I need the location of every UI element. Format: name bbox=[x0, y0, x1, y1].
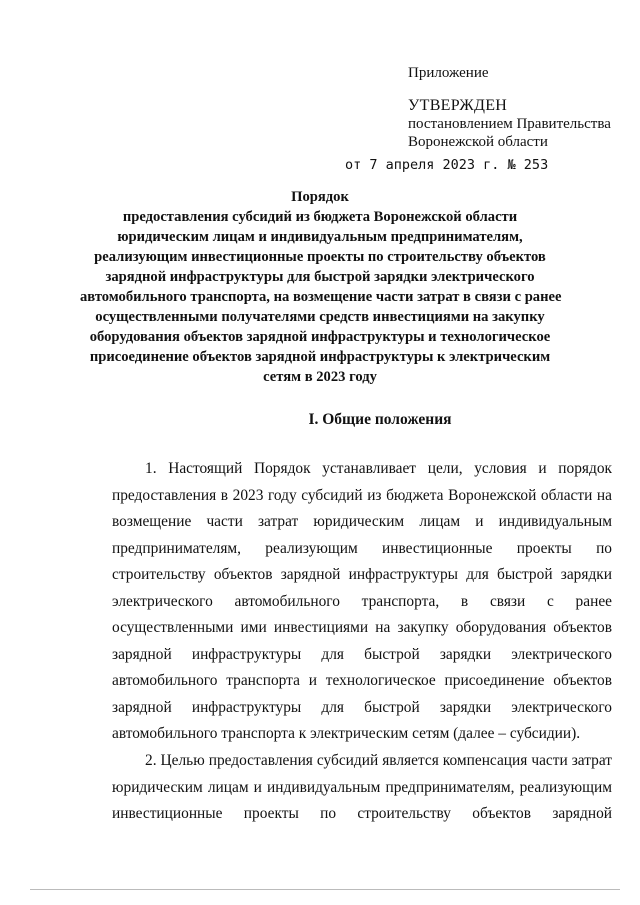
approved-title: УТВЕРЖДЕН bbox=[408, 97, 508, 114]
paragraph-2 bbox=[112, 748, 612, 828]
paragraph-line: 2. Целью предоставления субсидий является компенсация части затрат bbox=[145, 752, 612, 769]
approved-line: постановлением Правительства bbox=[408, 116, 611, 132]
paragraph-line: электрического автомобильного транспорта, в связи с ранее bbox=[112, 592, 612, 610]
paragraph-line: строительству объектов зарядной инфраструктуры для быстрой зарядки bbox=[112, 566, 612, 583]
title-line: юридическим лицам и индивидуальным предпринимателям, bbox=[117, 229, 523, 245]
approved-line: Воронежской области bbox=[408, 134, 548, 150]
title-line: сетям в 2023 году bbox=[263, 369, 377, 385]
title-heading: Порядок bbox=[291, 189, 349, 205]
title-line: зарядной инфраструктуры для быстрой зарядки электрического bbox=[105, 269, 535, 285]
title-line: предоставления субсидий из бюджета Воронежской области bbox=[122, 209, 518, 225]
paragraph-line: автомобильного транспорта и технологическое присоединение объектов bbox=[112, 672, 612, 689]
paragraph-1 bbox=[112, 456, 612, 748]
paragraph-line: предпринимателям, реализующим инвестиционные проекты по bbox=[112, 539, 612, 557]
paragraph-line: 1. Настоящий Порядок устанавливает цели, условия и порядок bbox=[145, 460, 612, 477]
section-title: I. Общие положения bbox=[308, 411, 452, 428]
page-bottom-rule bbox=[30, 889, 620, 890]
paragraph-line: юридическим лицам и индивидуальным предпринимателям, реализующим bbox=[112, 778, 612, 796]
paragraph-line: автомобильного транспорта к электрическим сетям (далее – субсидии). bbox=[112, 725, 581, 742]
title-line: автомобильного транспорта, на возмещение части затрат в связи с ранее bbox=[80, 289, 562, 305]
title-line: присоединение объектов зарядной инфраструктуры к электрическим bbox=[89, 349, 551, 365]
paragraph-line: предоставления в 2023 году субсидий из бюджета Воронежской области на bbox=[112, 486, 612, 504]
appendix-label: Приложение bbox=[408, 65, 489, 81]
title-line: осуществленными получателями средств инвестициями на закупку bbox=[95, 309, 545, 325]
title-line: реализующим инвестиционные проекты по строительству объектов bbox=[94, 249, 546, 265]
title-line: оборудования объектов зарядной инфраструктуры и технологическое bbox=[89, 329, 551, 345]
paragraph-line: зарядной инфраструктуры для быстрой зарядки электрического bbox=[112, 698, 612, 716]
approval-date: от 7 апреля 2023 г. № 253 bbox=[345, 157, 549, 173]
document-title bbox=[80, 187, 560, 387]
paragraph-line: инвестиционные проекты по строительству объектов зарядной bbox=[112, 805, 612, 822]
paragraph-line: осуществленными ими инвестициями на закупку оборудования объектов bbox=[112, 619, 612, 636]
paragraph-line: зарядной инфраструктуры для быстрой зарядки электрического bbox=[112, 645, 612, 663]
approval-block bbox=[408, 97, 611, 151]
paragraph-line: возмещение части затрат юридическим лицам и индивидуальным bbox=[112, 513, 612, 530]
